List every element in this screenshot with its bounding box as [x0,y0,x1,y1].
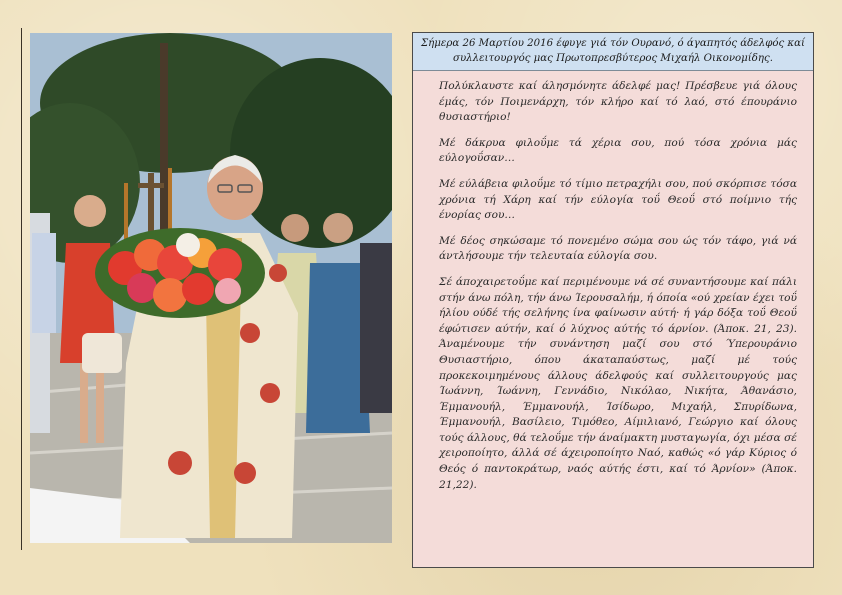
memorial-text-panel [412,32,814,568]
memorial-body [413,71,813,493]
paragraph-5: Σέ άποχαιρετοΰμε καί περιμένουμε νά σέ συναντήσουμε καί πάλι στήν άνω πόλη, τήν άνω Ίερουσαλήμ, ή όποία «ού χρείαν έχει τοΰ ήλίου ούδέ τής σελήνης ίνα φαίνωσιν αύτή· ή γάρ δόξα τοΰ Θεοΰ έφώτισεν αύτήν, καί ό λύχνος αύτής τό άρνίον. (Άποκ. 21, 23). Άναμένουμε τήν συνάντηση μαζί σου στό Ύπερουράνιο Θυσιαστήριο, όπου άκαταπαύστως, μαζί μέ τούς προκεκοιμημένους άλλους άδελφούς καί συλλειτουργούς μας Ίωάννη, Ίωάννη, Γεννάδιο, Νικόλαο, Νικήτα, Άθανάσιο, Έμμανουήλ, Έμμανουήλ, Ίσίδωρο, Μιχαήλ, Σπυρίδωνα, Έμμανουήλ, Βασίλειο, Τιμόθεο, Αίμιλιανό, Γεώργιο καί όλους τούς άλλους, θά τελοΰμε τήν άναίμακτη μυσταγωγία, όχι μέσα σέ χειροποίητο, άλλά σέ άχειροποίητο Ναό, καθώς «ό γάρ Κύριος ό Θεός ό παντοκράτωρ, ναός αύτής έστι, καί τό Άρνίον» (Άποκ. 21,22). [439,275,797,491]
paragraph-2: Μέ δάκρυα φιλοΰμε τά χέρια σου, πού τόσα χρόνια μάς εύλογοΰσαν… [439,136,797,165]
headline: Σήμερα 26 Μαρτίου 2016 έφυγε γιά τόν Ουρανό, ό άγαπητός άδελφός καί συλλειτουργός μας Πρωτοπρεσβύτερος Μιχαήλ Οικονομίδης. [413,33,813,71]
memorial-photo [30,33,392,543]
paragraph-1: Πολύκλαυστε καί άλησμόνητε άδελφέ μας! Πρέσβευε γιά όλους έμάς, τόν Ποιμενάρχη, τόν κλήρο καί τό λαό, στό έπουράνιο θυσιαστήριο! [439,80,797,124]
paragraph-3: Μέ εύλάβεια φιλοΰμε τό τίμιο πετραχήλι σου, πού σκόρπισε τόσα χρόνια τή Χάρη καί τήν εύλογία τοΰ Θεοΰ στό ποίμνιο τής ένορίας σου… [439,177,797,222]
margin-rule [21,28,22,550]
paragraph-4: Μέ δέος σηκώσαμε τό πονεμένο σώμα σου ώς τόν τάφο, γιά νά άντλήσουμε τήν τελευταία εύλογία σου. [439,234,797,263]
